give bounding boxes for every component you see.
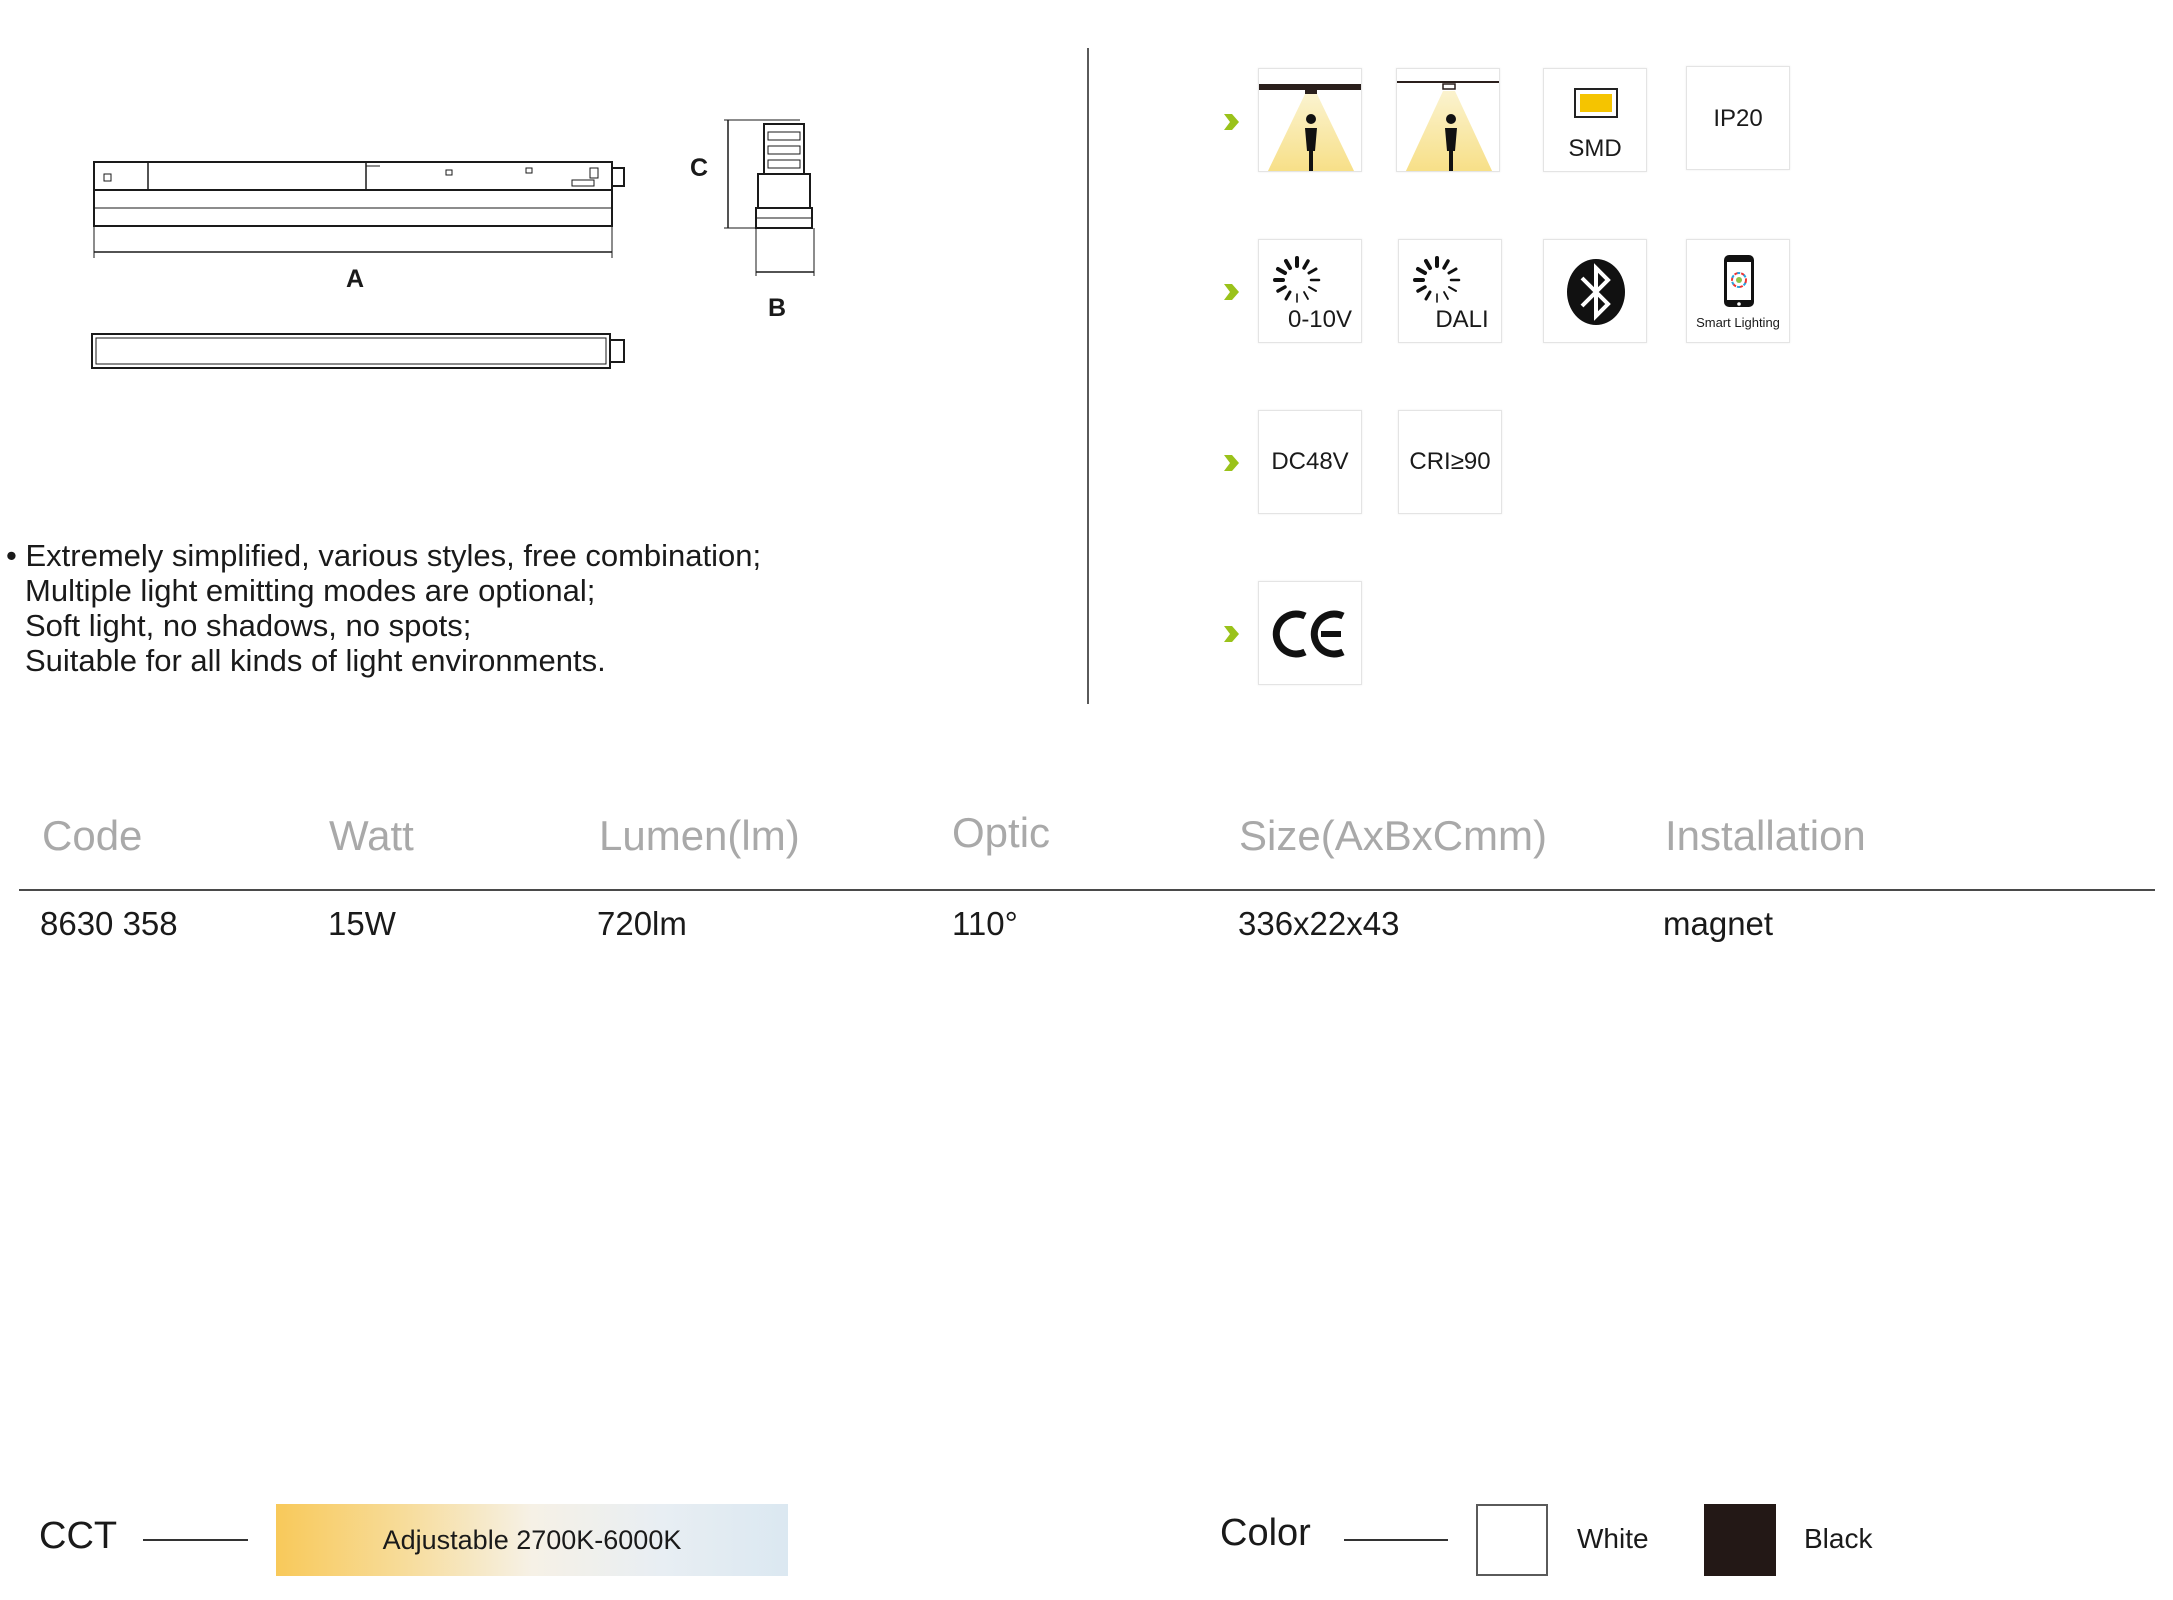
ce-mark-icon [1258,581,1362,685]
dali-dimming-icon [1398,239,1502,343]
surface-mount-light-icon [1258,68,1362,172]
feature-item: Soft light, no shadows, no spots; [25,608,472,643]
header-watt: Watt [329,812,414,859]
smart-lighting-icon [1686,239,1790,343]
dali-label: DALI [1435,306,1489,333]
black-swatch-label: Black [1804,1523,1873,1554]
dimmer-0-10v-label: 0-10V [1287,306,1353,333]
dimension-b-label: B [768,294,787,322]
cell-code: 8630 358 [40,905,178,942]
cri-label: CRI≥90 [1409,448,1491,475]
color-label: Color [1220,1512,1311,1554]
section-divider [1087,48,1089,704]
white-swatch [1476,1504,1548,1576]
dc-voltage-label: DC48V [1271,448,1349,475]
dimension-a-label: A [346,265,365,293]
feature-item: Suitable for all kinds of light environments. [25,643,606,678]
feature-item: Multiple light emitting modes are optional; [25,573,596,608]
product-drawing [0,0,900,400]
cct-gradient-bar: Adjustable 2700K-6000K [276,1504,788,1576]
cct-label: CCT [39,1515,118,1557]
cell-size: 336x22x43 [1238,905,1400,942]
bluetooth-icon [1543,239,1647,343]
header-lumen: Lumen(lm) [599,812,800,859]
cct-connector-line [143,1539,248,1541]
header-optic: Optic [952,809,1051,856]
track-mount-light-icon [1396,68,1500,172]
cell-installation: magnet [1663,905,1774,942]
smart-lighting-label: Smart Lighting [1696,315,1780,330]
cell-watt: 15W [328,905,396,942]
dimension-c-label: C [690,154,709,182]
cell-optic: 110° [952,905,1018,942]
white-swatch-label: White [1577,1523,1649,1554]
dc-voltage-icon [1258,410,1362,514]
header-code: Code [42,812,143,859]
cri-icon [1398,410,1502,514]
table-header-rule [19,889,2155,891]
ip-rating-icon [1686,66,1790,170]
dimmer-0-10v-icon [1258,239,1362,343]
smd-label: SMD [1568,135,1622,162]
cell-lumen: 720lm [597,905,687,942]
color-connector-line [1344,1539,1448,1541]
feature-item: • Extremely simplified, various styles, free combination; [6,538,762,573]
ip-rating-label: IP20 [1713,105,1763,132]
feature-list [6,538,761,678]
header-installation: Installation [1665,812,1866,859]
header-size: Size(AxBxCmm) [1239,812,1548,859]
black-swatch [1704,1504,1776,1576]
smd-chip-icon [1543,68,1647,172]
